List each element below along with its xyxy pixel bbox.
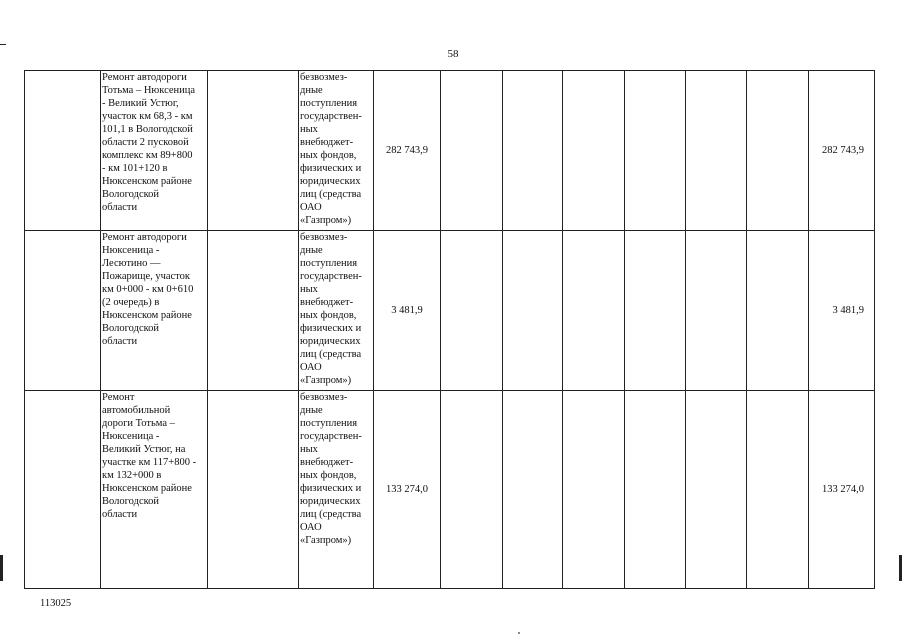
table-row	[25, 231, 875, 391]
empty-cell	[25, 71, 101, 231]
amount-cell	[374, 231, 441, 391]
total-value: 282 743,9	[822, 145, 864, 156]
empty-cell	[208, 391, 299, 589]
object-name-cell	[101, 71, 208, 231]
total-cell	[809, 231, 875, 391]
scan-edge-mark	[0, 44, 6, 45]
empty-cell	[625, 231, 686, 391]
total-cell	[809, 391, 875, 589]
empty-cell	[747, 231, 809, 391]
object-name: Ремонт автодороги Тотьма – Нюксеница - Великий Устюг, участок км 68,3 - км 101,1 в Вологодской области 2 пусковой комплекс км 89+800 - км 101+120 в Нюксенском районе Вологодской области	[102, 72, 196, 213]
empty-cell	[747, 71, 809, 231]
scan-edge-mark	[0, 555, 3, 581]
funding-source-cell	[299, 391, 374, 589]
object-name-cell	[101, 231, 208, 391]
table-row	[25, 391, 875, 589]
total-value: 3 481,9	[832, 305, 864, 316]
object-name-cell	[101, 391, 208, 589]
empty-cell	[441, 391, 503, 589]
funding-source: безвозмез- дные поступления государствен- ных внебюджет- ных фондов, физических и юридических лиц (средства ОАО «Газпром»)	[300, 232, 362, 386]
empty-cell	[503, 391, 563, 589]
empty-cell	[563, 391, 625, 589]
amount-value: 3 481,9	[391, 305, 423, 316]
scan-edge-mark	[899, 555, 902, 581]
scan-dot	[518, 632, 520, 634]
empty-cell	[208, 231, 299, 391]
empty-cell	[441, 71, 503, 231]
funding-source: безвозмез- дные поступления государствен- ных внебюджет- ных фондов, физических и юридических лиц (средства ОАО «Газпром»)	[300, 392, 362, 546]
funding-source-cell	[299, 71, 374, 231]
funding-source-cell	[299, 231, 374, 391]
empty-cell	[686, 71, 747, 231]
empty-cell	[563, 71, 625, 231]
empty-cell	[563, 231, 625, 391]
amount-value: 282 743,9	[386, 145, 428, 156]
empty-cell	[686, 391, 747, 589]
empty-cell	[625, 391, 686, 589]
object-name: Ремонт автодороги Нюксеница - Лесютино — Пожарище, участок км 0+000 - км 0+610 (2 очередь) в Нюксенском районе Вологодской области	[102, 232, 194, 347]
empty-cell	[503, 71, 563, 231]
empty-cell	[25, 391, 101, 589]
amount-cell	[374, 71, 441, 231]
empty-cell	[503, 231, 563, 391]
total-value: 133 274,0	[822, 484, 864, 495]
amount-cell	[374, 391, 441, 589]
total-cell	[809, 71, 875, 231]
table-row	[25, 71, 875, 231]
page-number: 58	[447, 48, 459, 60]
program-table	[24, 70, 875, 589]
object-name: Ремонт автомобильной дороги Тотьма – Нюксеница - Великий Устюг, на участке км 117+800 - км 132+000 в Нюксенском районе Вологодской области	[102, 392, 197, 520]
empty-cell	[686, 231, 747, 391]
empty-cell	[747, 391, 809, 589]
empty-cell	[25, 231, 101, 391]
empty-cell	[441, 231, 503, 391]
funding-source: безвозмез- дные поступления государствен- ных внебюджет- ных фондов, физических и юридических лиц (средства ОАО «Газпром»)	[300, 72, 362, 226]
empty-cell	[625, 71, 686, 231]
amount-value: 133 274,0	[386, 484, 428, 495]
document-code: 113025	[40, 598, 72, 609]
empty-cell	[208, 71, 299, 231]
